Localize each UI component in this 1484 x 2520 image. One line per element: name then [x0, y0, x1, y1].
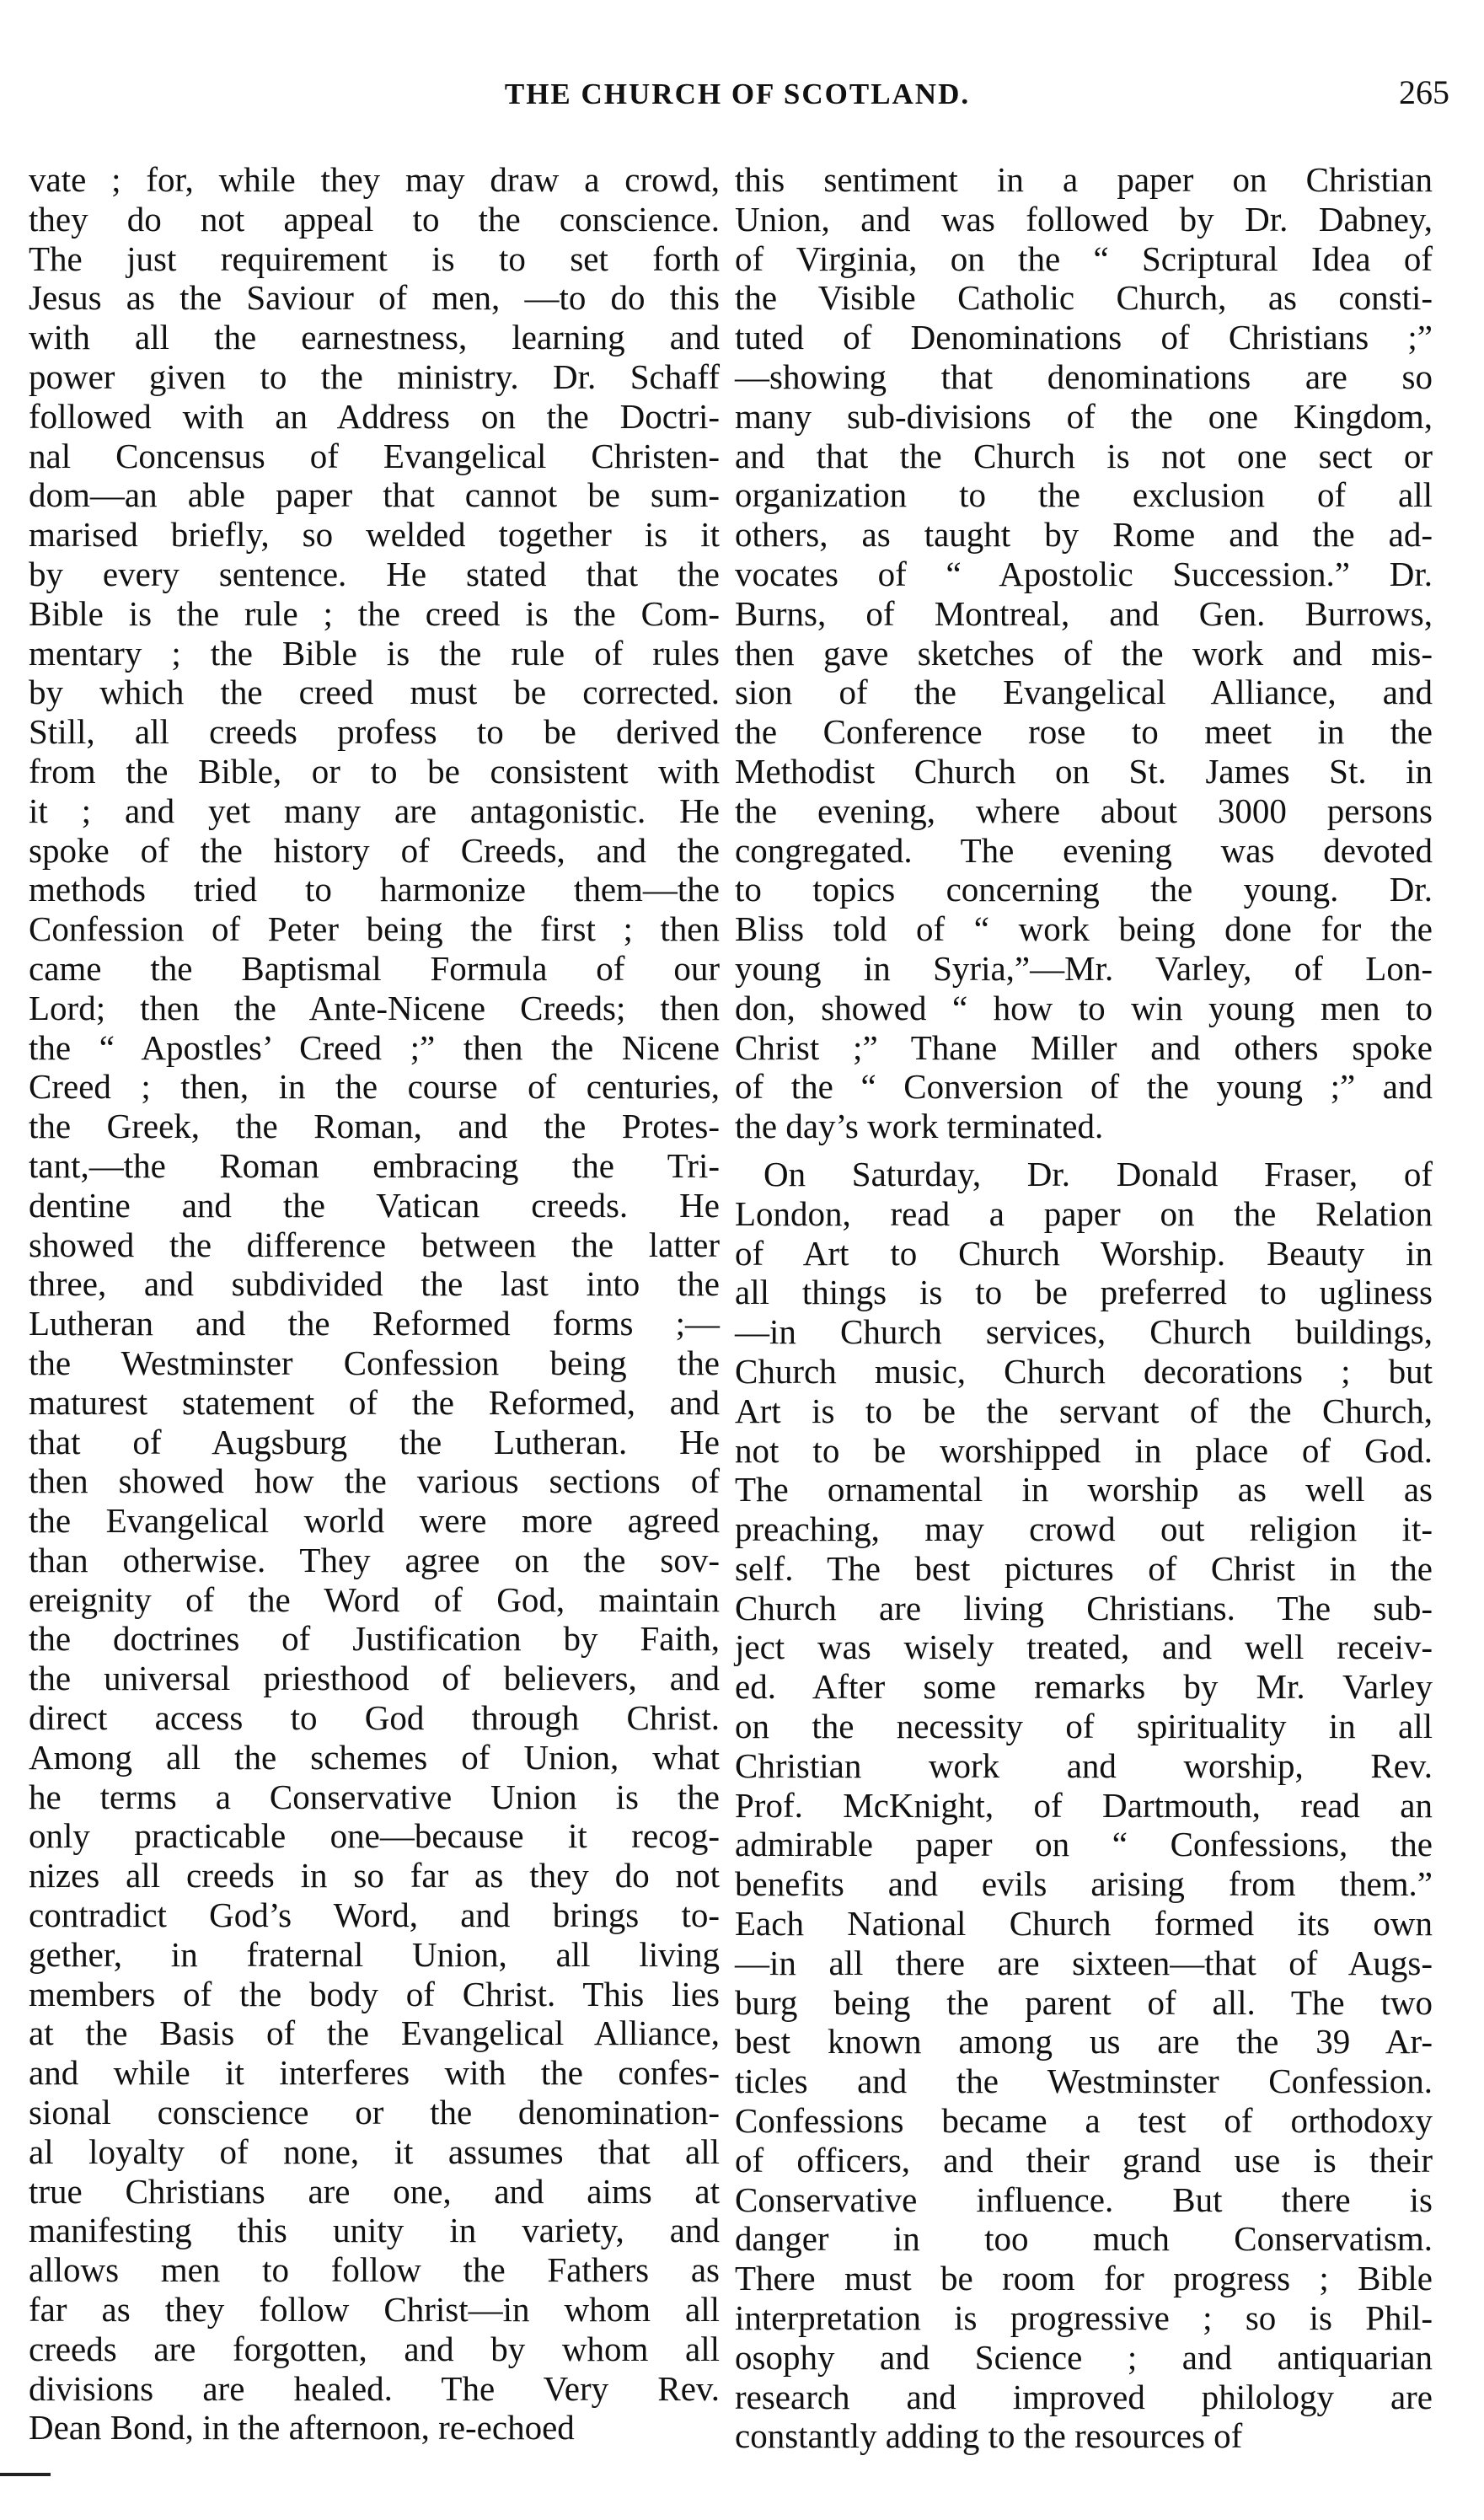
text-line: he terms a Conservative Union is the: [29, 1777, 720, 1816]
text-line: contradict God’s Word, and brings to-: [29, 1895, 720, 1935]
text-line: of the “ Conversion of the young ;” and: [735, 1067, 1433, 1107]
text-line: sion of the Evangelical Alliance, and: [735, 673, 1433, 712]
text-line: the Evangelical world were more agreed: [29, 1501, 720, 1541]
text-line: dom—an able paper that cannot be sum-: [29, 475, 720, 515]
text-line: Lord; then the Ante-Nicene Creeds; then: [29, 988, 720, 1027]
text-line: gether, in fraternal Union, all living: [29, 1934, 720, 1974]
text-line: dentine and the Vatican creeds. He: [29, 1185, 720, 1225]
left-column: [29, 160, 720, 2448]
text-line: the evening, where about 3000 persons: [735, 791, 1433, 830]
text-line: young in Syria,”—Mr. Varley, of Lon-: [735, 948, 1433, 988]
page-number: 265: [1399, 73, 1449, 111]
text-line: self. The best pictures of Christ in the: [735, 1548, 1433, 1588]
text-line: —in Church services, Church buildings,: [735, 1312, 1433, 1352]
text-line: don, showed “ how to win young men to: [735, 988, 1433, 1027]
paragraph-gap: [735, 1146, 1433, 1155]
text-line: far as they follow Christ—in whom all: [29, 2290, 720, 2330]
text-line: Among all the schemes of Union, what: [29, 1737, 720, 1777]
text-line: organization to the exclusion of all: [735, 475, 1433, 515]
text-line: The ornamental in worship as well as: [735, 1470, 1433, 1509]
text-line: Prof. McKnight, of Dartmouth, read an: [735, 1785, 1433, 1825]
text-line: members of the body of Christ. This lies: [29, 1974, 720, 2013]
text-line: allows men to follow the Fathers as: [29, 2250, 720, 2290]
text-line: at the Basis of the Evangelical Alliance,: [29, 2013, 720, 2053]
text-line: true Christians are one, and aims at: [29, 2171, 720, 2211]
text-line: Art is to be the servant of the Church,: [735, 1391, 1433, 1430]
text-line: all things is to be preferred to ugliness: [735, 1273, 1433, 1312]
text-line: Burns, of Montreal, and Gen. Burrows,: [735, 593, 1433, 633]
text-line: this sentiment in a paper on Christian: [735, 160, 1433, 199]
text-line: admirable paper on “ Confessions, the: [735, 1825, 1433, 1864]
text-line: from the Bible, or to be consistent with: [29, 751, 720, 791]
text-line: creeds are forgotten, and by whom all: [29, 2329, 720, 2368]
text-line: nizes all creeds in so far as they do not: [29, 1856, 720, 1895]
right-column: [735, 160, 1433, 2456]
text-line: Bliss told of “ work being done for the: [735, 909, 1433, 949]
text-line: the day’s work terminated.: [735, 1107, 1104, 1146]
text-line: and that the Church is not one sect or: [735, 436, 1433, 475]
text-line: Still, all creeds profess to be derived: [29, 712, 720, 752]
text-line: al loyalty of none, it assumes that all: [29, 2131, 720, 2171]
text-line: with all the earnestness, learning and: [29, 318, 720, 357]
text-line: Church are living Christians. The sub-: [735, 1588, 1433, 1627]
text-line: then showed how the various sections of: [29, 1461, 720, 1501]
text-line: not to be worshipped in place of God.: [735, 1430, 1433, 1470]
text-line: Each National Church formed its own: [735, 1904, 1433, 1944]
text-line: research and improved philology are: [735, 2377, 1433, 2416]
text-line: of Art to Church Worship. Beauty in: [735, 1233, 1433, 1273]
text-line: constantly adding to the resources of: [735, 2416, 1243, 2456]
text-line: to topics concerning the young. Dr.: [735, 870, 1433, 909]
text-line: The just requirement is to set forth: [29, 239, 720, 278]
text-line: Creed ; then, in the course of centuries,: [29, 1067, 720, 1107]
text-line: others, as taught by Rome and the ad-: [735, 515, 1433, 555]
text-line: the “ Apostles’ Creed ;” then the Nicene: [29, 1027, 720, 1067]
text-line: Confession of Peter being the first ; then: [29, 909, 720, 949]
text-line: the Visible Catholic Church, as consti-: [735, 278, 1433, 318]
text-line: came the Baptismal Formula of our: [29, 948, 720, 988]
text-line: best known among us are the 39 Ar-: [735, 2022, 1433, 2062]
text-line: the universal priesthood of believers, and: [29, 1659, 720, 1698]
text-line: they do not appeal to the conscience.: [29, 199, 720, 239]
text-line: Methodist Church on St. James St. in: [735, 751, 1433, 791]
text-line: by which the creed must be corrected.: [29, 673, 720, 712]
text-line: —showing that denominations are so: [735, 357, 1433, 396]
text-line: danger in too much Conservatism.: [735, 2219, 1433, 2259]
text-line: Dean Bond, in the afternoon, re-echoed: [29, 2408, 575, 2448]
text-line: of Virginia, on the “ Scriptural Idea of: [735, 239, 1433, 278]
text-line: Lutheran and the Reformed forms ;—: [29, 1304, 720, 1343]
text-line: showed the difference between the latter: [29, 1225, 720, 1264]
text-line: London, read a paper on the Relation: [735, 1193, 1433, 1233]
text-line: then gave sketches of the work and mis-: [735, 633, 1433, 673]
text-line: ereignity of the Word of God, maintain: [29, 1579, 720, 1619]
text-line: On Saturday, Dr. Donald Fraser, of: [763, 1154, 1433, 1193]
text-line: manifesting this unity in variety, and: [29, 2211, 720, 2250]
text-line: maturest statement of the Reformed, and: [29, 1382, 720, 1422]
text-line: Church music, Church decorations ; but: [735, 1351, 1433, 1391]
text-line: the Westminster Confession being the: [29, 1343, 720, 1382]
text-line: that of Augsburg the Lutheran. He: [29, 1422, 720, 1461]
text-line: sional conscience or the denomination-: [29, 2093, 720, 2132]
text-line: burg being the parent of all. The two: [735, 1982, 1433, 2022]
text-line: benefits and evils arising from them.”: [735, 1864, 1433, 1904]
text-line: preaching, may crowd out religion it-: [735, 1509, 1433, 1549]
text-line: only practicable one—because it recog-: [29, 1816, 720, 1856]
text-line: There must be room for progress ; Bible: [735, 2259, 1433, 2298]
text-line: nal Concensus of Evangelical Christen-: [29, 436, 720, 475]
text-line: ed. After some remarks by Mr. Varley: [735, 1667, 1433, 1707]
text-line: Jesus as the Saviour of men, —to do this: [29, 278, 720, 318]
text-line: Confessions became a test of orthodoxy: [735, 2101, 1433, 2141]
text-line: marised briefly, so welded together is it: [29, 515, 720, 555]
text-line: than otherwise. They agree on the sov-: [29, 1540, 720, 1579]
text-line: by every sentence. He stated that the: [29, 554, 720, 593]
text-line: of officers, and their grand use is their: [735, 2140, 1433, 2180]
text-line: osophy and Science ; and antiquarian: [735, 2337, 1433, 2377]
text-line: methods tried to harmonize them—the: [29, 870, 720, 909]
footer-rule: [0, 2473, 51, 2476]
text-line: on the necessity of spirituality in all: [735, 1707, 1433, 1746]
text-line: and while it interferes with the confes-: [29, 2053, 720, 2093]
text-line: Christian work and worship, Rev.: [735, 1745, 1433, 1785]
text-line: tant,—the Roman embracing the Tri-: [29, 1145, 720, 1185]
text-line: spoke of the history of Creeds, and the: [29, 830, 720, 870]
text-line: vate ; for, while they may draw a crowd,: [29, 160, 720, 199]
text-line: the Conference rose to meet in the: [735, 712, 1433, 752]
text-line: it ; and yet many are antagonistic. He: [29, 791, 720, 830]
text-line: three, and subdivided the last into the: [29, 1264, 720, 1304]
text-line: ject was wisely treated, and well receiv-: [735, 1627, 1433, 1667]
text-line: Christ ;” Thane Miller and others spoke: [735, 1027, 1433, 1067]
running-title: THE CHURCH OF SCOTLAND.: [504, 78, 971, 110]
text-line: interpretation is progressive ; so is Phil-: [735, 2298, 1433, 2338]
text-line: tuted of Denominations of Christians ;”: [735, 318, 1433, 357]
text-line: many sub-divisions of the one Kingdom,: [735, 396, 1433, 436]
text-line: Union, and was followed by Dr. Dabney,: [735, 199, 1433, 239]
text-line: divisions are healed. The Very Rev.: [29, 2368, 720, 2408]
text-line: direct access to God through Christ.: [29, 1698, 720, 1738]
text-line: the Greek, the Roman, and the Protes-: [29, 1107, 720, 1146]
text-line: Conservative influence. But there is: [735, 2180, 1433, 2219]
running-header: [25, 73, 1449, 128]
text-line: followed with an Address on the Doctri-: [29, 396, 720, 436]
text-line: mentary ; the Bible is the rule of rules: [29, 633, 720, 673]
text-line: vocates of “ Apostolic Succession.” Dr.: [735, 554, 1433, 593]
text-line: ticles and the Westminster Confession.: [735, 2062, 1433, 2101]
text-line: Bible is the rule ; the creed is the Com-: [29, 593, 720, 633]
text-line: the doctrines of Justification by Faith,: [29, 1619, 720, 1659]
text-line: congregated. The evening was devoted: [735, 830, 1433, 870]
text-line: —in all there are sixteen—that of Augs-: [735, 1943, 1433, 1982]
text-line: power given to the ministry. Dr. Schaff: [29, 357, 720, 396]
